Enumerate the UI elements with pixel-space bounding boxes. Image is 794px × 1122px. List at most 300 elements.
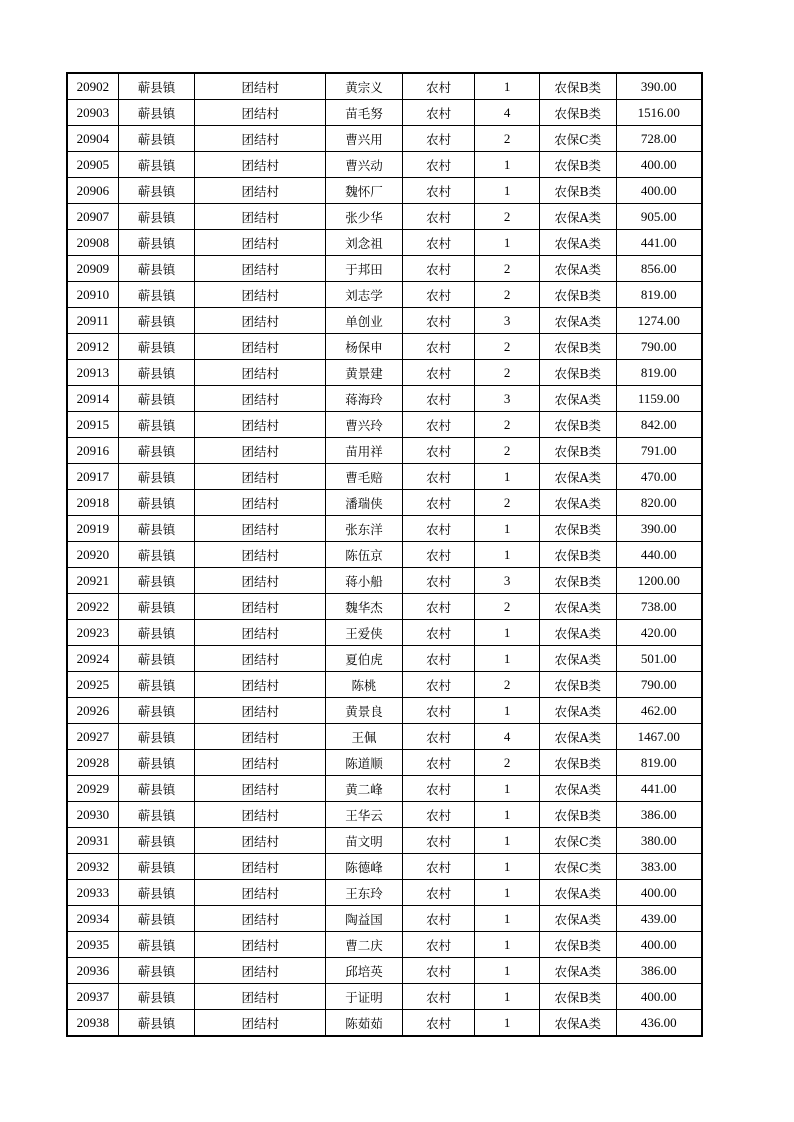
village-cell: 团结村 — [195, 568, 326, 594]
name-cell: 蒋小船 — [326, 568, 403, 594]
village-cell: 团结村 — [195, 750, 326, 776]
amount-cell: 420.00 — [616, 620, 702, 646]
residence-type-cell: 农村 — [402, 464, 475, 490]
name-cell: 王东玲 — [326, 880, 403, 906]
record-id-cell: 20919 — [67, 516, 118, 542]
household-size-cell: 1 — [475, 984, 539, 1010]
town-cell: 蕲县镇 — [118, 438, 195, 464]
record-id-cell: 20908 — [67, 230, 118, 256]
village-cell: 团结村 — [195, 958, 326, 984]
household-size-cell: 1 — [475, 230, 539, 256]
table-row — [67, 828, 702, 854]
amount-cell: 738.00 — [616, 594, 702, 620]
table-row — [67, 360, 702, 386]
village-cell: 团结村 — [195, 724, 326, 750]
town-cell: 蕲县镇 — [118, 412, 195, 438]
residence-type-cell: 农村 — [402, 308, 475, 334]
name-cell: 蒋海玲 — [326, 386, 403, 412]
village-cell: 团结村 — [195, 178, 326, 204]
record-id-cell: 20914 — [67, 386, 118, 412]
amount-cell: 1274.00 — [616, 308, 702, 334]
amount-cell: 819.00 — [616, 360, 702, 386]
record-id-cell: 20936 — [67, 958, 118, 984]
record-id-cell: 20923 — [67, 620, 118, 646]
name-cell: 张少华 — [326, 204, 403, 230]
town-cell: 蕲县镇 — [118, 1010, 195, 1037]
insurance-category-cell: 农保B类 — [539, 360, 616, 386]
household-size-cell: 1 — [475, 906, 539, 932]
amount-cell: 501.00 — [616, 646, 702, 672]
household-size-cell: 2 — [475, 438, 539, 464]
record-id-cell: 20916 — [67, 438, 118, 464]
insurance-category-cell: 农保B类 — [539, 73, 616, 100]
record-id-cell: 20915 — [67, 412, 118, 438]
village-cell: 团结村 — [195, 464, 326, 490]
household-size-cell: 2 — [475, 204, 539, 230]
village-cell: 团结村 — [195, 490, 326, 516]
amount-cell: 400.00 — [616, 984, 702, 1010]
amount-cell: 400.00 — [616, 932, 702, 958]
household-size-cell: 1 — [475, 620, 539, 646]
insurance-category-cell: 农保C类 — [539, 126, 616, 152]
amount-cell: 842.00 — [616, 412, 702, 438]
insurance-category-cell: 农保A类 — [539, 594, 616, 620]
insurance-category-cell: 农保B类 — [539, 568, 616, 594]
amount-cell: 820.00 — [616, 490, 702, 516]
table-row — [67, 230, 702, 256]
residence-type-cell: 农村 — [402, 282, 475, 308]
insurance-category-cell: 农保B类 — [539, 334, 616, 360]
table-row — [67, 152, 702, 178]
name-cell: 陈桃 — [326, 672, 403, 698]
residence-type-cell: 农村 — [402, 438, 475, 464]
residence-type-cell: 农村 — [402, 906, 475, 932]
residence-type-cell: 农村 — [402, 516, 475, 542]
insurance-category-cell: 农保B类 — [539, 178, 616, 204]
residence-type-cell: 农村 — [402, 360, 475, 386]
record-id-cell: 20934 — [67, 906, 118, 932]
table-row — [67, 568, 702, 594]
village-cell: 团结村 — [195, 1010, 326, 1037]
name-cell: 黄景建 — [326, 360, 403, 386]
household-size-cell: 1 — [475, 464, 539, 490]
table-row — [67, 1010, 702, 1037]
insurance-category-cell: 农保A类 — [539, 386, 616, 412]
village-cell: 团结村 — [195, 256, 326, 282]
village-cell: 团结村 — [195, 230, 326, 256]
village-cell: 团结村 — [195, 438, 326, 464]
household-size-cell: 2 — [475, 282, 539, 308]
village-cell: 团结村 — [195, 672, 326, 698]
village-cell: 团结村 — [195, 282, 326, 308]
name-cell: 陈茹茹 — [326, 1010, 403, 1037]
residence-type-cell: 农村 — [402, 230, 475, 256]
residence-type-cell: 农村 — [402, 594, 475, 620]
residence-type-cell: 农村 — [402, 126, 475, 152]
name-cell: 黄景良 — [326, 698, 403, 724]
amount-cell: 790.00 — [616, 334, 702, 360]
village-cell: 团结村 — [195, 542, 326, 568]
insurance-category-cell: 农保B类 — [539, 152, 616, 178]
record-id-cell: 20917 — [67, 464, 118, 490]
name-cell: 曹兴动 — [326, 152, 403, 178]
roster-body — [67, 73, 702, 1036]
town-cell: 蕲县镇 — [118, 256, 195, 282]
town-cell: 蕲县镇 — [118, 958, 195, 984]
table-row — [67, 698, 702, 724]
household-size-cell: 1 — [475, 828, 539, 854]
table-row — [67, 308, 702, 334]
record-id-cell: 20926 — [67, 698, 118, 724]
record-id-cell: 20932 — [67, 854, 118, 880]
residence-type-cell: 农村 — [402, 672, 475, 698]
residence-type-cell: 农村 — [402, 542, 475, 568]
table-row — [67, 854, 702, 880]
household-size-cell: 1 — [475, 646, 539, 672]
household-size-cell: 1 — [475, 73, 539, 100]
name-cell: 陈道顺 — [326, 750, 403, 776]
town-cell: 蕲县镇 — [118, 724, 195, 750]
residence-type-cell: 农村 — [402, 984, 475, 1010]
table-row — [67, 802, 702, 828]
town-cell: 蕲县镇 — [118, 230, 195, 256]
table-row — [67, 256, 702, 282]
name-cell: 曹兴用 — [326, 126, 403, 152]
name-cell: 苗用祥 — [326, 438, 403, 464]
name-cell: 曹二庆 — [326, 932, 403, 958]
table-row — [67, 490, 702, 516]
town-cell: 蕲县镇 — [118, 334, 195, 360]
amount-cell: 819.00 — [616, 282, 702, 308]
residence-type-cell: 农村 — [402, 100, 475, 126]
name-cell: 王爱侠 — [326, 620, 403, 646]
name-cell: 曹毛赔 — [326, 464, 403, 490]
record-id-cell: 20928 — [67, 750, 118, 776]
residence-type-cell: 农村 — [402, 1010, 475, 1037]
record-id-cell: 20909 — [67, 256, 118, 282]
amount-cell: 386.00 — [616, 958, 702, 984]
amount-cell: 462.00 — [616, 698, 702, 724]
record-id-cell: 20907 — [67, 204, 118, 230]
residence-type-cell: 农村 — [402, 620, 475, 646]
town-cell: 蕲县镇 — [118, 906, 195, 932]
name-cell: 魏怀厂 — [326, 178, 403, 204]
town-cell: 蕲县镇 — [118, 880, 195, 906]
insurance-category-cell: 农保C类 — [539, 854, 616, 880]
residence-type-cell: 农村 — [402, 724, 475, 750]
town-cell: 蕲县镇 — [118, 490, 195, 516]
town-cell: 蕲县镇 — [118, 308, 195, 334]
amount-cell: 440.00 — [616, 542, 702, 568]
household-size-cell: 1 — [475, 880, 539, 906]
insurance-category-cell: 农保A类 — [539, 906, 616, 932]
town-cell: 蕲县镇 — [118, 568, 195, 594]
insurance-category-cell: 农保A类 — [539, 1010, 616, 1037]
name-cell: 黄宗义 — [326, 73, 403, 100]
household-size-cell: 2 — [475, 490, 539, 516]
insurance-category-cell: 农保A类 — [539, 776, 616, 802]
town-cell: 蕲县镇 — [118, 360, 195, 386]
insurance-category-cell: 农保B类 — [539, 412, 616, 438]
village-cell: 团结村 — [195, 412, 326, 438]
household-size-cell: 3 — [475, 568, 539, 594]
town-cell: 蕲县镇 — [118, 646, 195, 672]
table-row — [67, 750, 702, 776]
name-cell: 于邦田 — [326, 256, 403, 282]
name-cell: 苗毛努 — [326, 100, 403, 126]
table-row — [67, 620, 702, 646]
village-cell: 团结村 — [195, 152, 326, 178]
household-size-cell: 2 — [475, 360, 539, 386]
insurance-category-cell: 农保A类 — [539, 308, 616, 334]
insurance-category-cell: 农保B类 — [539, 100, 616, 126]
table-row — [67, 282, 702, 308]
insurance-category-cell: 农保B类 — [539, 802, 616, 828]
household-size-cell: 1 — [475, 1010, 539, 1037]
amount-cell: 1516.00 — [616, 100, 702, 126]
record-id-cell: 20903 — [67, 100, 118, 126]
town-cell: 蕲县镇 — [118, 282, 195, 308]
residence-type-cell: 农村 — [402, 204, 475, 230]
town-cell: 蕲县镇 — [118, 776, 195, 802]
record-id-cell: 20929 — [67, 776, 118, 802]
residence-type-cell: 农村 — [402, 776, 475, 802]
table-row — [67, 438, 702, 464]
residence-type-cell: 农村 — [402, 698, 475, 724]
town-cell: 蕲县镇 — [118, 204, 195, 230]
record-id-cell: 20911 — [67, 308, 118, 334]
name-cell: 单创业 — [326, 308, 403, 334]
town-cell: 蕲县镇 — [118, 126, 195, 152]
village-cell: 团结村 — [195, 932, 326, 958]
insurance-category-cell: 农保B类 — [539, 516, 616, 542]
record-id-cell: 20924 — [67, 646, 118, 672]
record-id-cell: 20922 — [67, 594, 118, 620]
household-size-cell: 2 — [475, 594, 539, 620]
amount-cell: 439.00 — [616, 906, 702, 932]
amount-cell: 1159.00 — [616, 386, 702, 412]
residence-type-cell: 农村 — [402, 490, 475, 516]
insurance-category-cell: 农保C类 — [539, 828, 616, 854]
record-id-cell: 20930 — [67, 802, 118, 828]
table-row — [67, 412, 702, 438]
insurance-category-cell: 农保A类 — [539, 464, 616, 490]
name-cell: 杨保申 — [326, 334, 403, 360]
village-cell: 团结村 — [195, 984, 326, 1010]
record-id-cell: 20918 — [67, 490, 118, 516]
table-row — [67, 724, 702, 750]
residence-type-cell: 农村 — [402, 932, 475, 958]
amount-cell: 400.00 — [616, 152, 702, 178]
record-id-cell: 20910 — [67, 282, 118, 308]
village-cell: 团结村 — [195, 594, 326, 620]
insurance-category-cell: 农保B类 — [539, 932, 616, 958]
household-size-cell: 1 — [475, 542, 539, 568]
household-size-cell: 4 — [475, 724, 539, 750]
village-cell: 团结村 — [195, 360, 326, 386]
amount-cell: 905.00 — [616, 204, 702, 230]
village-cell: 团结村 — [195, 204, 326, 230]
town-cell: 蕲县镇 — [118, 386, 195, 412]
name-cell: 陶益国 — [326, 906, 403, 932]
insurance-category-cell: 农保A类 — [539, 698, 616, 724]
household-size-cell: 2 — [475, 334, 539, 360]
household-size-cell: 2 — [475, 672, 539, 698]
name-cell: 邱培英 — [326, 958, 403, 984]
record-id-cell: 20935 — [67, 932, 118, 958]
household-size-cell: 3 — [475, 308, 539, 334]
village-cell: 团结村 — [195, 646, 326, 672]
amount-cell: 436.00 — [616, 1010, 702, 1037]
name-cell: 潘瑞侠 — [326, 490, 403, 516]
town-cell: 蕲县镇 — [118, 620, 195, 646]
village-cell: 团结村 — [195, 516, 326, 542]
town-cell: 蕲县镇 — [118, 73, 195, 100]
name-cell: 刘志学 — [326, 282, 403, 308]
table-row — [67, 594, 702, 620]
residence-type-cell: 农村 — [402, 412, 475, 438]
residence-type-cell: 农村 — [402, 958, 475, 984]
table-row — [67, 542, 702, 568]
town-cell: 蕲县镇 — [118, 178, 195, 204]
insurance-category-cell: 农保B类 — [539, 438, 616, 464]
residence-type-cell: 农村 — [402, 802, 475, 828]
amount-cell: 441.00 — [616, 230, 702, 256]
record-id-cell: 20937 — [67, 984, 118, 1010]
table-row — [67, 386, 702, 412]
amount-cell: 390.00 — [616, 73, 702, 100]
town-cell: 蕲县镇 — [118, 932, 195, 958]
household-size-cell: 4 — [475, 100, 539, 126]
town-cell: 蕲县镇 — [118, 100, 195, 126]
village-cell: 团结村 — [195, 126, 326, 152]
village-cell: 团结村 — [195, 802, 326, 828]
amount-cell: 383.00 — [616, 854, 702, 880]
record-id-cell: 20913 — [67, 360, 118, 386]
table-row — [67, 958, 702, 984]
residence-type-cell: 农村 — [402, 750, 475, 776]
record-id-cell: 20904 — [67, 126, 118, 152]
table-row — [67, 73, 702, 100]
household-size-cell: 1 — [475, 178, 539, 204]
village-cell: 团结村 — [195, 828, 326, 854]
household-size-cell: 1 — [475, 854, 539, 880]
insurance-category-cell: 农保A类 — [539, 958, 616, 984]
insurance-category-cell: 农保B类 — [539, 542, 616, 568]
record-id-cell: 20921 — [67, 568, 118, 594]
household-size-cell: 1 — [475, 152, 539, 178]
residence-type-cell: 农村 — [402, 73, 475, 100]
village-cell: 团结村 — [195, 698, 326, 724]
table-row — [67, 100, 702, 126]
village-cell: 团结村 — [195, 386, 326, 412]
village-cell: 团结村 — [195, 73, 326, 100]
town-cell: 蕲县镇 — [118, 672, 195, 698]
table-row — [67, 880, 702, 906]
record-id-cell: 20938 — [67, 1010, 118, 1037]
town-cell: 蕲县镇 — [118, 698, 195, 724]
record-id-cell: 20931 — [67, 828, 118, 854]
insurance-category-cell: 农保A类 — [539, 646, 616, 672]
name-cell: 苗文明 — [326, 828, 403, 854]
name-cell: 于证明 — [326, 984, 403, 1010]
name-cell: 夏伯虎 — [326, 646, 403, 672]
residence-type-cell: 农村 — [402, 880, 475, 906]
name-cell: 张东洋 — [326, 516, 403, 542]
record-id-cell: 20920 — [67, 542, 118, 568]
residence-type-cell: 农村 — [402, 152, 475, 178]
town-cell: 蕲县镇 — [118, 152, 195, 178]
insurance-category-cell: 农保B类 — [539, 984, 616, 1010]
table-row — [67, 646, 702, 672]
household-size-cell: 1 — [475, 958, 539, 984]
village-cell: 团结村 — [195, 308, 326, 334]
amount-cell: 819.00 — [616, 750, 702, 776]
name-cell: 黄二峰 — [326, 776, 403, 802]
residence-type-cell: 农村 — [402, 568, 475, 594]
household-size-cell: 1 — [475, 776, 539, 802]
household-size-cell: 2 — [475, 750, 539, 776]
record-id-cell: 20925 — [67, 672, 118, 698]
residence-type-cell: 农村 — [402, 646, 475, 672]
amount-cell: 390.00 — [616, 516, 702, 542]
town-cell: 蕲县镇 — [118, 464, 195, 490]
household-size-cell: 1 — [475, 516, 539, 542]
amount-cell: 791.00 — [616, 438, 702, 464]
amount-cell: 441.00 — [616, 776, 702, 802]
insurance-category-cell: 农保A类 — [539, 204, 616, 230]
household-size-cell: 2 — [475, 126, 539, 152]
household-size-cell: 1 — [475, 698, 539, 724]
village-cell: 团结村 — [195, 854, 326, 880]
residence-type-cell: 农村 — [402, 256, 475, 282]
insurance-category-cell: 农保A类 — [539, 724, 616, 750]
insurance-category-cell: 农保A类 — [539, 256, 616, 282]
table-row — [67, 126, 702, 152]
insurance-category-cell: 农保A类 — [539, 490, 616, 516]
town-cell: 蕲县镇 — [118, 542, 195, 568]
village-cell: 团结村 — [195, 906, 326, 932]
residence-type-cell: 农村 — [402, 854, 475, 880]
table-row — [67, 984, 702, 1010]
amount-cell: 728.00 — [616, 126, 702, 152]
table-row — [67, 334, 702, 360]
residence-type-cell: 农村 — [402, 828, 475, 854]
record-id-cell: 20906 — [67, 178, 118, 204]
residence-type-cell: 农村 — [402, 334, 475, 360]
insurance-category-cell: 农保B类 — [539, 672, 616, 698]
roster-table — [66, 72, 703, 1037]
name-cell: 陈伍京 — [326, 542, 403, 568]
table-row — [67, 204, 702, 230]
table-row — [67, 906, 702, 932]
name-cell: 魏华杰 — [326, 594, 403, 620]
table-row — [67, 672, 702, 698]
amount-cell: 400.00 — [616, 880, 702, 906]
amount-cell: 1200.00 — [616, 568, 702, 594]
insurance-category-cell: 农保B类 — [539, 282, 616, 308]
village-cell: 团结村 — [195, 334, 326, 360]
table-row — [67, 776, 702, 802]
record-id-cell: 20902 — [67, 73, 118, 100]
household-size-cell: 1 — [475, 932, 539, 958]
record-id-cell: 20933 — [67, 880, 118, 906]
table-row — [67, 178, 702, 204]
amount-cell: 470.00 — [616, 464, 702, 490]
name-cell: 王佩 — [326, 724, 403, 750]
amount-cell: 380.00 — [616, 828, 702, 854]
name-cell: 陈德峰 — [326, 854, 403, 880]
